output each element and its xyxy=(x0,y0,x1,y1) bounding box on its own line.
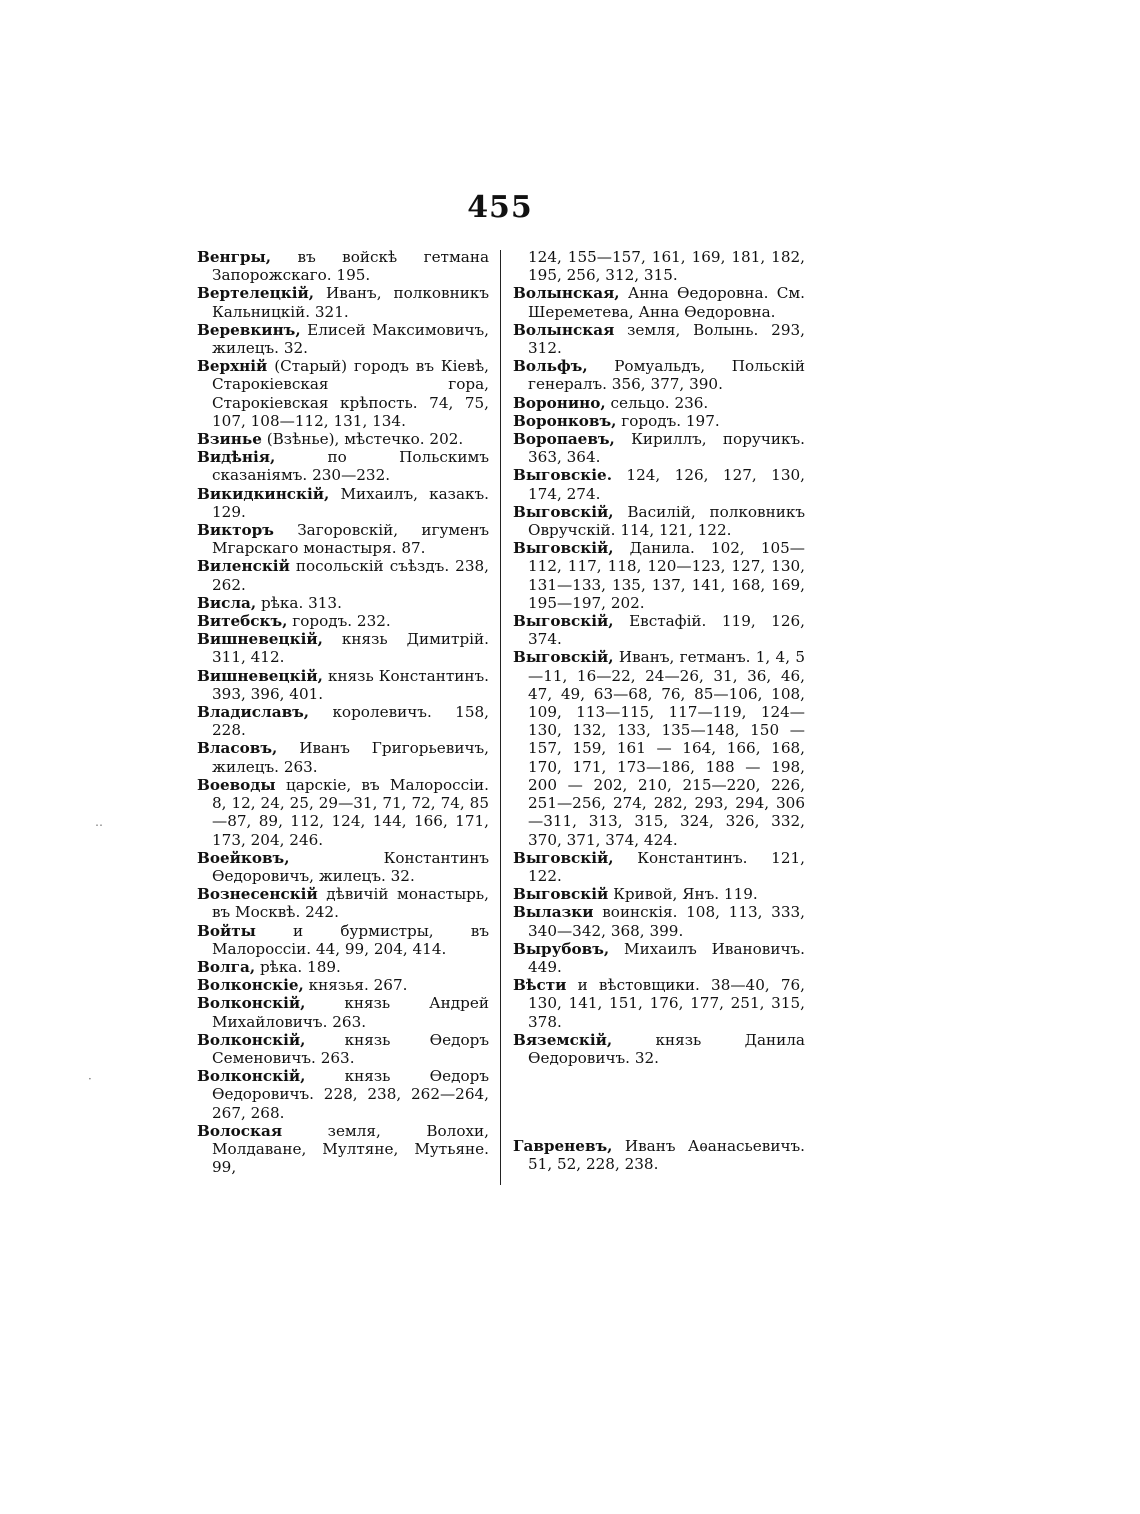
index-entry: Волконскіе, князья. 267. xyxy=(197,976,408,995)
index-entry: Викидкинскій, Михаилъ, казакъ. 129. xyxy=(197,484,489,521)
index-entry: Вишневецкій, князь Димитрій. 311, 412. xyxy=(197,630,489,667)
scan-speck: · xyxy=(88,1072,92,1086)
index-entry: Воеводы царскіе, въ Малороссіи. 8, 12, 24, 25, 29—31, 71, 72, 74, 85—87, 89, 112, 124, 144, 166, 171, 173, 204, 246. xyxy=(197,775,489,849)
index-entry: Воронковъ, городъ. 197. xyxy=(513,411,720,430)
index-entry: Владиславъ, королевичъ. 158, 228. xyxy=(197,703,489,740)
index-entry: Виленскій посольскій съѣздъ. 238, 262. xyxy=(197,557,489,594)
index-entry: Вѣсти и вѣстовщики. 38—40, 76, 130, 141, 151, 176, 177, 251, 315, 378. xyxy=(513,976,805,1031)
index-entry: Волынская, Анна Ѳедоровна. См. Шереметева, Анна Ѳедоровна. xyxy=(513,284,805,321)
index-entry: Висла, рѣка. 313. xyxy=(197,593,342,612)
index-entry: Вишневецкій, князь Константинъ. 393, 396, 401. xyxy=(197,666,489,703)
section-gap xyxy=(513,1067,805,1137)
page-number: 455 xyxy=(467,190,533,225)
left-column xyxy=(197,248,489,1176)
index-entry: Волга, рѣка. 189. xyxy=(197,957,341,976)
index-entry: Вознесенскій дѣвичій монастырь, въ Москвѣ. 242. xyxy=(197,885,489,922)
index-entry: Власовъ, Иванъ Григорьевичъ, жилецъ. 263. xyxy=(197,739,489,776)
index-entry: Выговскій, Евстафій. 119, 126, 374. xyxy=(513,612,805,649)
index-entry: Вылазки воинскія. 108, 113, 333, 340—342, 368, 399. xyxy=(513,903,805,940)
index-entry: Выговскіе. 124, 126, 127, 130, 174, 274. xyxy=(513,466,805,503)
index-entry: Выговскій, Иванъ, гетманъ. 1, 4, 5—11, 16—22, 24—26, 31, 36, 46, 47, 49, 63—68, 76, 85—106, 108, 109, 113—115, 117—119, 124—130, 132, 133, 135—148, 150 — 157, 159, 161 — 164, 166, 168, 170, 171, 173—186, 188 — 198, 200 — 202, 210, 215—220, 226, 251—256, 274, 282, 293, 294, 306—311, 313, 315, 324, 326, 332, 370, 371, 374, 424. xyxy=(513,648,805,849)
scan-speck: ‥ xyxy=(95,815,104,829)
index-entry: Волынская земля, Волынь. 293, 312. xyxy=(513,320,805,358)
index-entry: Выговскій, Данила. 102, 105—112, 117, 118, 120—123, 127, 130, 131—133, 135, 137, 141, 168, 169, 195—197, 202. xyxy=(513,539,805,612)
index-entry: Видѣнія, по Польскимъ сказаніямъ. 230—232. xyxy=(197,448,489,485)
index-entry: Гавреневъ, Иванъ Аѳанасьевичъ. 51, 52, 228, 238. xyxy=(513,1137,805,1174)
index-entry: Волконскій, князь Ѳедоръ Семеновичъ. 263. xyxy=(197,1030,489,1067)
index-entry: Викторъ Загоровскій, игуменъ Мгарскаго монастыря. 87. xyxy=(197,521,489,558)
index-entry-continuation: 124, 155—157, 161, 169, 181, 182, 195, 256, 312, 315. xyxy=(528,248,805,285)
index-entry: Воейковъ, Константинъ Ѳедоровичъ, жилецъ. 32. xyxy=(197,848,489,885)
index-entry: Выговскій, Константинъ. 121, 122. xyxy=(513,848,805,885)
index-entry: Волконскій, князь Ѳедоръ Ѳедоровичъ. 228, 238, 262—264, 267, 268. xyxy=(197,1067,489,1122)
index-entry: Венгры, въ войскѣ гетмана Запорожскаго. 195. xyxy=(197,248,489,285)
index-entry: Вяземскій, князь Данила Ѳедоровичъ. 32. xyxy=(513,1030,805,1067)
index-entry: Веревкинъ, Елисей Максимовичъ, жилецъ. 32. xyxy=(197,320,489,358)
index-entry: Взинье (Взѣнье), мѣстечко. 202. xyxy=(197,430,464,449)
index-entry: Витебскъ, городъ. 232. xyxy=(197,612,391,631)
index-entry: Вертелецкій, Иванъ, полковникъ Кальницкій. 321. xyxy=(197,284,489,321)
index-entry: Волоская земля, Волохи, Молдаване, Мултяне, Мутьяне. 99, xyxy=(197,1121,489,1177)
index-entry: Воронино, сельцо. 236. xyxy=(513,393,709,412)
index-entry: Выговскій Кривой, Янъ. 119. xyxy=(513,885,758,904)
index-entry: Воропаевъ, Кириллъ, поручикъ. 363, 364. xyxy=(513,430,805,467)
column-divider xyxy=(500,250,501,1185)
index-entry: Волконскій, князь Андрей Михайловичъ. 263. xyxy=(197,994,489,1031)
right-column xyxy=(513,248,805,1174)
index-entry: Верхній (Старый) городъ въ Кіевѣ, Старокіевская гора, Старокіевская крѣпость. 74, 75, 107, 108—112, 131, 134. xyxy=(197,357,489,430)
index-entry: Выговскій, Василій, полковникъ Овручскій. 114, 121, 122. xyxy=(513,502,805,540)
index-entry: Войты и бурмистры, въ Малороссіи. 44, 99, 204, 414. xyxy=(197,921,489,958)
index-entry: Вольфъ, Ромуальдъ, Польскій генералъ. 356, 377, 390. xyxy=(513,357,805,394)
index-entry: Вырубовъ, Михаилъ Ивановичъ. 449. xyxy=(513,939,805,976)
